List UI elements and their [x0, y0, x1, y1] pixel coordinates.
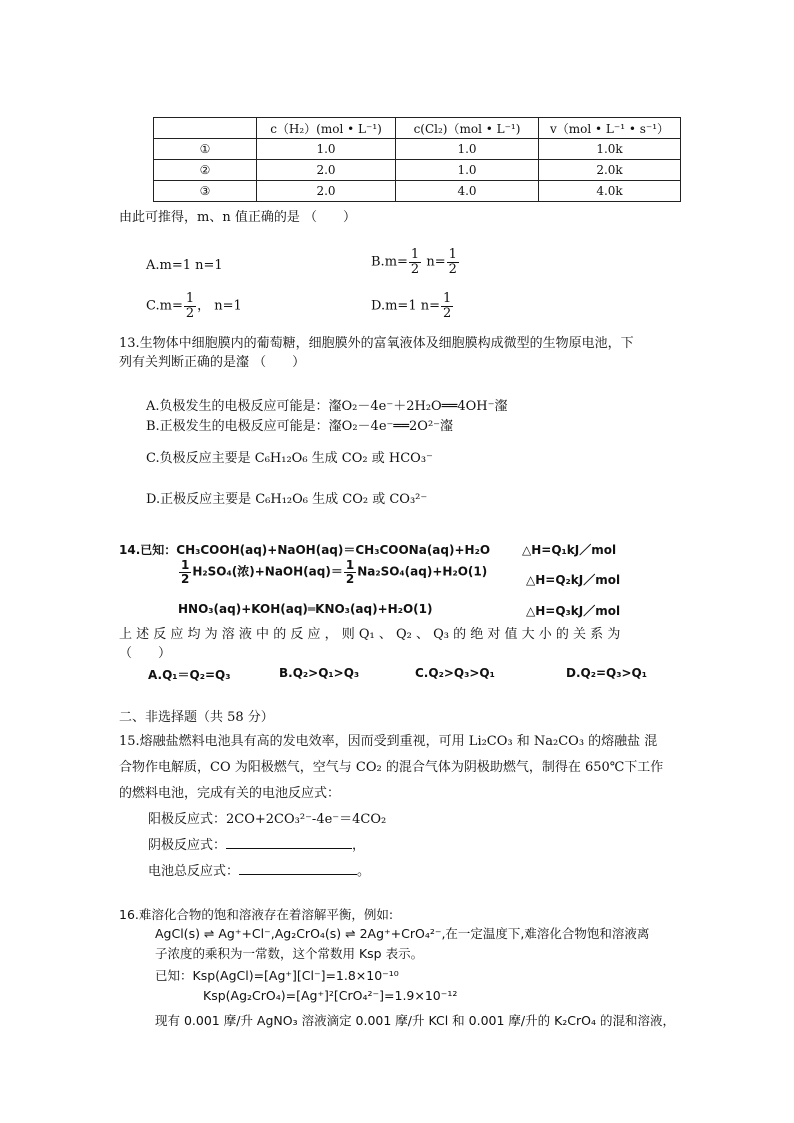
q16-stem-line6: 现有 0.001 摩/升 AgNO₃ 溶液滴定 0.001 摩/升 KCl 和 0.001 摩/升的 K₂CrO₄ 的混和溶液，: [155, 1013, 675, 1028]
q14-stem: 上 述 反 应 均 为 溶 液 中 的 反 应 ， 则 Q₁ 、 Q₂ 、 Q₃ 的 绝 对 值 大 小 的 关 系 为: [119, 627, 621, 642]
fraction-numerator: 1: [442, 291, 452, 306]
option-text: m=1 n=: [385, 298, 440, 314]
table-row: [154, 181, 681, 202]
q12-option-d: [371, 292, 454, 320]
fraction-half: [447, 248, 459, 276]
table-cell: ③: [154, 181, 257, 202]
table-cell: 1.0: [396, 160, 539, 181]
fraction-half: [184, 292, 196, 320]
q15-cathode-line: [148, 834, 365, 853]
table-header-cell: c(Cl₂)（mol • L⁻¹): [396, 118, 539, 139]
table-cell: 2.0: [257, 160, 396, 181]
fraction-denominator: 2: [345, 571, 355, 586]
q14-enthalpy-3: △H=Q₃kJ／mol: [526, 604, 621, 618]
q14-enthalpy-2: △H=Q₂kJ／mol: [526, 573, 621, 587]
q14-option-d: D.Q₂=Q₃>Q₁: [566, 666, 647, 680]
total-end: 。: [357, 864, 371, 879]
table-row: [154, 160, 681, 181]
q13-option-d: D.正极反应主要是 C₆H₁₂O₆ 生成 CO₂ 或 CO₃²⁻: [146, 492, 428, 507]
q13-option-c: C.负极反应主要是 C₆H₁₂O₆ 生成 CO₂ 或 HCO₃⁻: [146, 451, 433, 466]
q15-anode-equation: 阳极反应式：2CO+2CO₃²⁻-4e⁻＝4CO₂: [148, 812, 387, 827]
q16-stem-line2: AgCl(s) ⇌ Ag⁺+Cl⁻,Ag₂CrO₄(s) ⇌ 2Ag⁺+CrO₄²⁻,在一定温度下,难溶化合物饱和溶液离: [155, 926, 650, 941]
q12-option-b: [371, 248, 460, 276]
q12-option-a: [146, 258, 223, 273]
option-label: A.: [146, 258, 160, 273]
q13-stem-line1: 13.生物体中细胞膜内的葡萄糖，细胞膜外的富氧液体及细胞膜构成微型的生物原电池，下: [119, 336, 634, 351]
q14-enthalpy-1: △H=Q₁kJ／mol: [522, 543, 617, 557]
fraction-denominator: 2: [448, 261, 457, 277]
answer-blank[interactable]: [226, 836, 352, 849]
table-cell: 1.0: [396, 139, 539, 160]
q12-stem: 由此可推得，m、n 值正确的是 （ ）: [119, 210, 356, 225]
option-text: n=: [422, 254, 446, 270]
fraction-denominator: 2: [442, 305, 452, 321]
table-cell: 1.0: [257, 139, 396, 160]
option-label: C.: [146, 298, 160, 314]
q14-paren: （ ）: [119, 646, 172, 661]
fraction-half: [409, 248, 421, 276]
q14-option-c: C.Q₂>Q₃>Q₁: [415, 666, 495, 680]
fraction-denominator: 2: [185, 305, 195, 321]
table-cell: 1.0k: [539, 139, 681, 160]
fraction-numerator: 1: [448, 247, 457, 262]
table-header-cell: v（mol • L⁻¹ • s⁻¹）: [539, 118, 681, 139]
answer-blank[interactable]: [239, 862, 357, 875]
table-cell: ②: [154, 160, 257, 181]
fraction-denominator: 2: [181, 571, 190, 586]
fraction-half: [344, 559, 356, 585]
fraction-denominator: 2: [410, 261, 420, 277]
section-title: 二、非选择题（共 58 分）: [119, 710, 274, 725]
total-label: 电池总反应式：: [148, 864, 240, 879]
cathode-end: ，: [352, 838, 366, 853]
equation-text: Na₂SO₄(aq)+H₂O(1): [357, 564, 488, 579]
q15-stem-line3: 的燃料电池，完成有关的电池反应式：: [119, 786, 341, 801]
table-header-row: [154, 118, 681, 139]
q13-option-b: B.正极发生的电极反应可能是：瀣O₂－4e⁻══2O²⁻瀣: [146, 419, 454, 434]
equation-text: H₂SO₄(浓)+NaOH(aq)＝: [192, 564, 343, 579]
q13-option-a: A.负极发生的电极反应可能是：瀣O₂－4e⁻＋2H₂O══4OH⁻瀣: [146, 399, 508, 414]
q15-total-line: [148, 860, 370, 879]
fraction-half: [179, 559, 191, 585]
q15-stem-line1: 15.熔融盐燃料电池具有高的发电效率，因而受到重视，可用 Li₂CO₃ 和 Na₂CO₃ 的熔融盐 混: [119, 734, 658, 749]
q14-equation-3: HNO₃(aq)+KOH(aq)═KNO₃(aq)+H₂O(1): [178, 602, 433, 616]
table-header-cell: [154, 118, 257, 139]
q14-equation-2: [178, 559, 487, 585]
table-cell: 4.0k: [539, 181, 681, 202]
q16-stem-line3: 子浓度的乘积为一常数，这个常数用 Ksp 表示。: [155, 946, 424, 961]
q15-stem-line2: 合物作电解质，CO 为阳极燃气，空气与 CO₂ 的混合气体为阴极助燃气，制得在 650℃下工作: [119, 760, 664, 775]
table-cell: 2.0: [257, 181, 396, 202]
q14-option-a: A.Q₁＝Q₂=Q₃: [148, 668, 231, 682]
q12-option-c: [146, 292, 242, 320]
fraction-half: [441, 292, 453, 320]
fraction-numerator: 1: [410, 247, 420, 262]
fraction-numerator: 1: [185, 291, 195, 306]
option-label: D.: [371, 298, 386, 314]
option-text: m=: [159, 298, 183, 314]
q16-ksp-agcl: 已知：Ksp(AgCl)=[Ag⁺][Cl⁻]=1.8×10⁻¹⁰: [155, 968, 399, 983]
q13-stem-line2: 列有关判断正确的是瀣 （ ）: [119, 355, 306, 370]
q14-option-b: B.Q₂>Q₁>Q₃: [279, 666, 360, 680]
option-text: ， n=1: [197, 298, 242, 314]
table-cell: 4.0: [396, 181, 539, 202]
table-cell: 2.0k: [539, 160, 681, 181]
table-cell: ①: [154, 139, 257, 160]
q14-equation-1: 14.已知：CH₃COOH(aq)+NaOH(aq)＝CH₃COONa(aq)+H₂O: [119, 543, 491, 557]
q16-ksp-ag2cro4: Ksp(Ag₂CrO₄)=[Ag⁺]²[CrO₄²⁻]=1.9×10⁻¹²: [203, 988, 458, 1003]
table-header-cell: c（H₂）(mol • L⁻¹): [257, 118, 396, 139]
fraction-numerator: 1: [345, 558, 355, 572]
table-row: [154, 139, 681, 160]
option-label: B.: [371, 254, 385, 270]
option-text: m=: [384, 254, 408, 270]
q16-stem-line1: 16.难溶化合物的饱和溶液存在着溶解平衡，例如:: [119, 907, 394, 922]
cathode-label: 阴极反应式：: [148, 838, 227, 853]
option-text: m=1 n=1: [159, 258, 223, 273]
rate-data-table: [153, 117, 681, 202]
fraction-numerator: 1: [181, 558, 190, 572]
